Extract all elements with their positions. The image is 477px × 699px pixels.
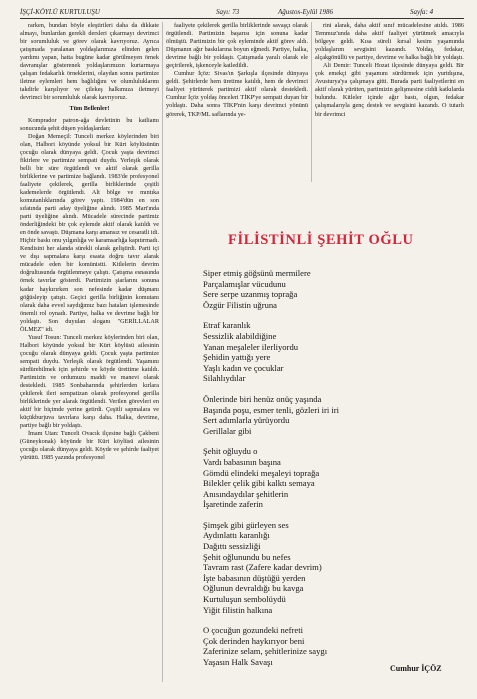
poem-line: O çocuğun gozundeki nefreti [203, 625, 303, 636]
article-paragraph: Yusuf Tosun: Tunceli merkez köylerinden biri olan, Halbori köyünde yoksul bir Kürt köylüsü ailesinin çocuğu olarak dünyaya geldi. Çocuk yaşta partimize sempati duydu. Yerleşik olarak örgütlendi. Yaşamını sürdürebilmek için şehirde ve köyde ürettime katıldı. Partimizin ve ordumuzu maddi ve manevi olarak destekledi. 1985 Sonbaharında şehirlerden kırlara çekilerek ileri sempatizan olarak profesyonel gerilla birliklerinde yer alarak örgütlendi. Verilen görevleri en aktif bir biçimde yerine getirdi. Çeşitli sapmalara ve küçükburjuva tavırlara karşı daha. Halka, devrime, partiye bağlı bir yoldaştı. [20, 333, 159, 430]
article-paragraph: Doğan Memeçil: Tunceli merkez köylerinden biri olan, Halbori köyünde yoksul bir Kürt köylüsünün çocuğu olarak dünyaya geldi. Çocuk yaşta devrimci fikirlere ve partimize sempati duydu. Yerleşik olarak belli bir süre örgütlendi ve aktif olarak gerilla birliklerine ve partimize bağlandı. 1983'de profesyonel faaliyete çekilerek, gerilla birliklerinde çeşitli kademelerde örgütlendi. Alt bölge ve mıntıka komutanlıklarında görev yaptı. 1984'dün en son sıfatında parti aday üyeliğine alındı. 1985 Mart'ında parti üyeliğine alındı. Mücadele sürecinde partimiz önderliğindeki bir çok eylemde aktif olarak katıldı ve en önde savaştı. Düşmana karşı amansız ve cesaratli idi. Hiçbir baskı onu yılgınlığa ve karamsarlığa kapıtırmadı. Kendisini her alanda sürekli olarak geliştirdi. Parti içi ve dışı sapmalara karşı esasta doğru tavır alarak mücadele eden bir komünistti. Kitlelerin devrim doğrultusunda örgütlenmeye çalıştı. Çatışma esnasında örnek tavırlar gösterdi. Partimizin şiarlarını sonuna kadar haykırırken son nefesinde kadar düşmanı göğüsleyip çatıştı. Geçici gerilla birliğinin komutanı olarak daha evvel saydığımız bazı hataları işlemesinde önemli rol oynadı. Partiye, halka ve devrime bağlı bir yoldaştı. Son duyulan sloganı "GERİLLALAR ÖLMEZ" idi. [20, 132, 159, 333]
poem-line: Yaşasın Halk Savaşı [203, 657, 273, 667]
poem-line: Şimşek gibi gürleyen ses [203, 519, 289, 530]
poem-stanza [203, 446, 453, 510]
article-paragraph: İmam Utan: Tunceli Ovacık ilçesine bağlı Çakbeni (Güneykonak) köyünde bir Kürt köylüsü ailesinin çocuğu olarak dünyaya geldi. Köyde ve şehirde faaliyet yürüttü. 1985 yazında profesyonel [20, 430, 159, 462]
article-paragraph: Komprador patron-ağa devletinin bu katliamı sonucunda şehit düşen yoldaşlardan: [20, 116, 159, 132]
poem-stanza [203, 268, 453, 310]
poem-line: Kurtuluşun sembolüydü [203, 594, 286, 605]
poem-line: Sessizlik alabildiğine [203, 330, 277, 341]
publication-name: İŞÇİ-KÖYLÜ KURTULUŞU [20, 8, 100, 16]
poem-line: Sert adımlarla yürüyordu [203, 415, 290, 426]
poem-line: Bilekler çelik gibi kalktı semaya [203, 478, 315, 489]
poem-title: FİLİSTİNLİ ŞEHİT OĞLU [228, 232, 414, 248]
poem-line: Yanan meşaleler ilerliyordu [203, 341, 299, 352]
poem-line: Önlerinde biri henüz onüç yaşında [203, 393, 322, 404]
poem-stanza [203, 394, 453, 436]
issue-number: Sayı: 73 [216, 8, 240, 16]
poem-line: Dağıttı sessizliği [203, 541, 261, 552]
poem-line: Özgür Filistin uğruna [203, 299, 277, 310]
poem-line: Silahlıydılar [203, 373, 246, 384]
page-number: Sayfa: 4 [410, 8, 434, 16]
poem-line: Yaşlı kadın ve çocuklar [203, 362, 284, 373]
article-paragraph: rini alarak, daha aktif sınıf mücadelesine atıldı. 1986 Temmuz'unda daha aktif faaliyet yürütmek amacıyla bölgeye geldi. Kısa süreli kırsal kesim yaşamında yoldaşlarım sevgisini kazandı. Yoldaş, fedakar, alçakgönüllü ve partiye, devrime ve halka bağlı bir yoldaştı. [315, 22, 464, 62]
poem-author: Cumhur İÇÖZ [390, 664, 442, 673]
header-rule [20, 18, 464, 19]
poem-line: Şehit oğluydu o [203, 446, 258, 457]
page-header [20, 6, 464, 18]
poem-line: Siper etmiş göğsünü mermilere [203, 268, 311, 278]
poem-line: Başında poşu, esmer tenli, gözleri iri iri [203, 404, 340, 415]
article-column-3 [315, 22, 464, 180]
poem-line: Tavram rast (Zafere kadar devrim) [203, 562, 322, 573]
article-subheading: Tüm Bellenler! [69, 105, 110, 113]
poem-line: Zaferinize selam, şehitlerinize saygı [203, 646, 328, 657]
poem-line: Sere serpe uzanmış toprağa [203, 289, 298, 300]
poem-line: Gerillalar gibi [203, 425, 252, 436]
poem-line: Anısındaydılar şehitlerin [203, 488, 289, 499]
poem-line: Çok derinden haykırıyor beni [203, 635, 305, 646]
article-column-1 [20, 22, 159, 692]
column-separator [311, 22, 312, 182]
issue-date: Ağustos-Eylül 1986 [278, 8, 334, 16]
poem-line: Etraf karanlık [203, 320, 251, 331]
poem-line: İşte babasının düştüğü yerden [203, 572, 306, 583]
article-column-2 [166, 22, 308, 180]
poem-line: Aydınlattı karanlığı [203, 530, 270, 541]
poem-line: Vardı babasının başına [203, 456, 281, 467]
poem-stanza [203, 625, 453, 667]
column-separator [162, 22, 163, 682]
poem-line: Şehit oğlunundu bu nefes [203, 551, 291, 562]
article-paragraph: Cumhur İçöz: Sivas'ın Şarkışla ilçesinde dünyaya geldi. Şehirlerde hem üretime katıldı, hem de devrimci faaliyet yürüterek partimizi aktif olarak destekledi. Cumhur İçöz yoldaş önceleri TİKP'ye sempati duyan bir yoldaştı. Daha sonra TİKP'nin karşı devrimci yönünü görerek, TKP/ML saflarında ye- [166, 70, 308, 118]
poem-body [203, 268, 453, 678]
poem-line: Gömdü elindeki meşaleyi toprağa [203, 467, 320, 478]
poem-line: Oğlunun devraldığı bu kavga [203, 583, 304, 594]
poem-stanza [203, 520, 453, 615]
poem-line: Yiğit filistin halkına [203, 604, 273, 615]
article-paragraph: Ali Demir: Tunceli Hozat ilçesinde dünyaya geldi. Bir çok emekçi gibi yaşamını sürdürmek için yurtdışına, Avusturya'ya çalışmaya gitti. Burada parti faaliyetlerini en aktif olarak yürüten, partimizin gelişmesine ciddi katkılarda bulundu. Kitleler içinde ağır bastı, olgun, fedakar çalışmalarıyla genç destek ve sevgisini kazandı. O tutarlı bir devrimci [315, 62, 464, 118]
article-paragraph: rarken, bundan böyle eleştirileri daha da dikkate almayı, bunlardan gerekli dersleri çıkarmayı devrimci bir sorumluluk ve görev olarak kavrıyoruz. Ayrıca çatışmada yaralanan yoldaşlarımıza elinden gelen yardımı yapan, hatta bugüne kadar görülmeyen örnek davranışlar gösterenek yoldaşlarımızın kurtarmaya çalışan fedakarlık örneklerini, olaydan sonra partimize iletme eylemleri hem bağlılığını ve olumluluklarını takdirle karşılıyor ve çilekeş halkımıza iletmeyi devrimci bir sorumluluk olarak kavrıyoruz. [20, 22, 159, 102]
poem-line: Şehidin yattığı yere [203, 352, 271, 363]
article-paragraph: faaliyete çekilerek gerilla birliklerinde savaşçı olarak örgütlendi. Partimizin başarısı için sonuna kadar ölmüştü. Partimizin bir çok eyleminde aktif görev aldı. Düşmanın ağır baskılarına boyun eğmedi. Partiye, halka, devrime bağlı bir yoldaştı. Çatışmada yaralı olarak ele geçirilerek, işkenceyle katledildi. [166, 22, 308, 70]
poem-stanza [203, 320, 453, 384]
poem-line: İşaretinde zaferin [203, 499, 263, 510]
poem-line: Parçalamışlar vücudunu [203, 278, 286, 289]
